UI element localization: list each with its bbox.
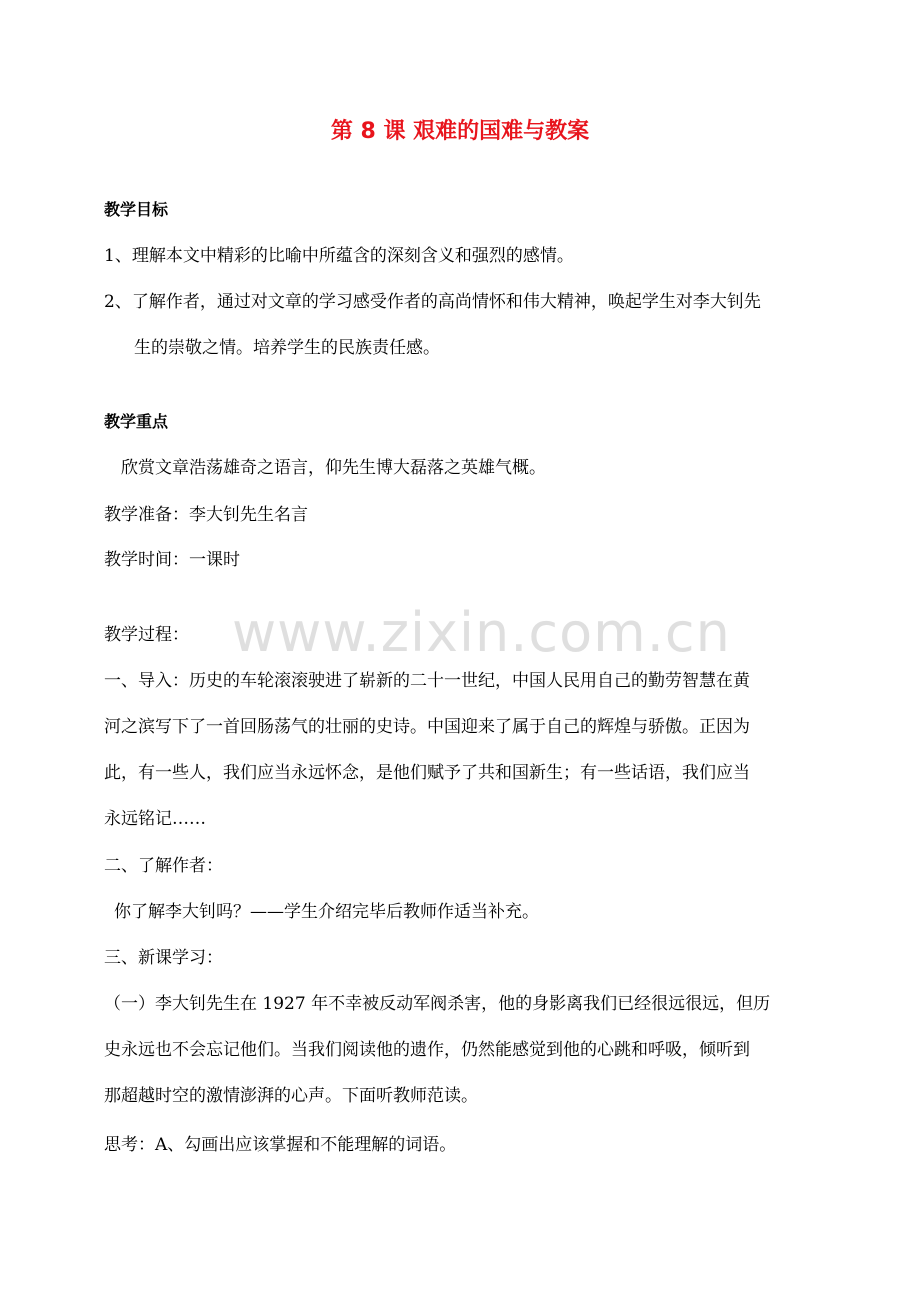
intro-line-3: 此，有一些人，我们应当永远怀念，是他们赋予了共和国新生；有一些话语，我们应当 bbox=[104, 763, 750, 783]
part1-line-3: 那超越时空的激情澎湃的心声。下面听教师范读。 bbox=[104, 1086, 478, 1106]
objectives-heading: 教学目标 bbox=[104, 200, 169, 219]
author-text: 你了解李大钊吗？——学生介绍完毕后教师作适当补充。 bbox=[114, 902, 539, 922]
watermark: www.zixin.com.cn bbox=[232, 601, 731, 664]
intro-line-2: 河之滨写下了一首回肠荡气的壮丽的史诗。中国迎来了属于自己的辉煌与骄傲。正因为 bbox=[104, 717, 750, 737]
objective-2-line-1: 2、了解作者，通过对文章的学习感受作者的高尚情怀和伟大精神，唤起学生对李大钊先 bbox=[104, 292, 761, 312]
document-title: 第 8 课 艰难的国难与教案 bbox=[330, 119, 590, 144]
author-heading: 二、了解作者： bbox=[104, 856, 223, 876]
process-heading: 教学过程： bbox=[104, 625, 189, 645]
key-points-heading: 教学重点 bbox=[104, 412, 169, 431]
objective-1: 1、理解本文中精彩的比喻中所蕴含的深刻含义和强烈的感情。 bbox=[104, 246, 574, 266]
key-points-text: 欣赏文章浩荡雄奇之语言，仰先生博大磊落之英雄气概。 bbox=[121, 458, 546, 478]
intro-line-1: 一、导入：历史的车轮滚滚驶进了崭新的二十一世纪，中国人民用自己的勤劳智慧在黄 bbox=[104, 671, 750, 691]
objective-2-line-2: 生的崇敬之情。培养学生的民族责任感。 bbox=[134, 338, 440, 358]
thinking-line: 思考：A、勾画出应该掌握和不能理解的词语。 bbox=[104, 1135, 457, 1155]
part1-line-1: （一）李大钊先生在 1927 年不幸被反动军阀杀害，他的身影离我们已经很远很远，但历 bbox=[104, 994, 771, 1014]
part1-line-2: 史永远也不会忘记他们。当我们阅读他的遗作，仍然能感觉到他的心跳和呼吸，倾听到 bbox=[104, 1040, 750, 1060]
intro-line-4: 永远铭记…… bbox=[104, 809, 206, 829]
preparation-line: 教学准备：李大钊先生名言 bbox=[104, 505, 308, 525]
new-lesson-heading: 三、新课学习： bbox=[104, 948, 223, 968]
duration-line: 教学时间：一课时 bbox=[104, 550, 240, 570]
